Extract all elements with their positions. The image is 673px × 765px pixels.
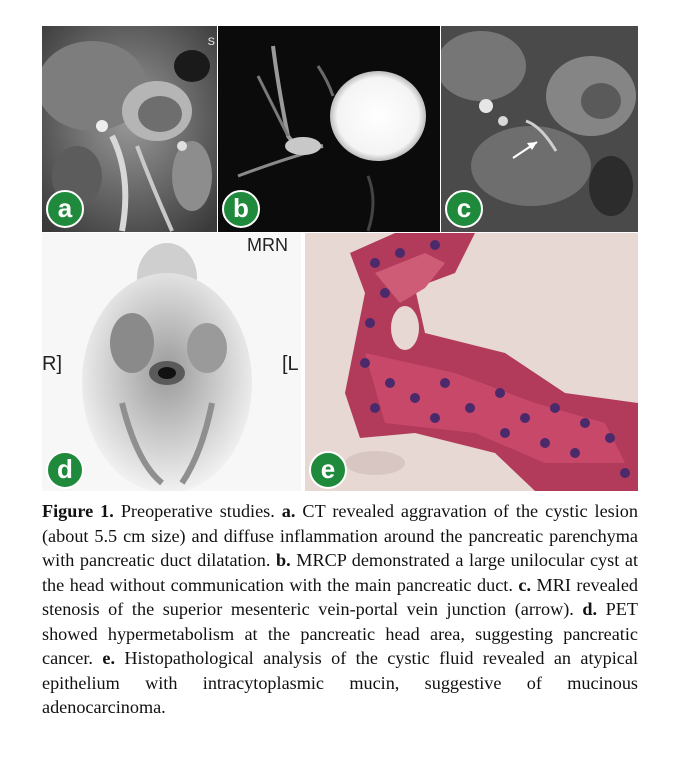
- caption-e-text: Histopathological analysis of the cystic fluid revealed an atypical epithelium with intracytoplasmic mucin, suggestive of mucinous adenocarcinoma.: [42, 648, 638, 717]
- figure-caption: [42, 499, 638, 720]
- caption-d-text: PET showed hypermetabolism at the pancreatic head area, suggesting pancreatic cancer.: [42, 599, 638, 668]
- panel-d-overlay-left: R]: [42, 353, 62, 375]
- panel-d-overlay-right: [L: [282, 353, 299, 375]
- caption-e-label: e.: [102, 648, 116, 668]
- caption-b-label: b.: [276, 550, 291, 570]
- panel-a-ct-image: [42, 26, 217, 232]
- panel-d-overlay-top: MRN: [247, 235, 288, 255]
- panel-c-label-badge: c: [445, 190, 483, 228]
- panel-c-mri-image: [441, 26, 638, 232]
- panel-b-mrcp-image: [218, 26, 440, 232]
- caption-c-label: c.: [518, 574, 532, 595]
- caption-b-text: MRCP demonstrated a large unilocular cyst at the head without communication with the main pancreatic duct.: [42, 550, 638, 595]
- caption-d-label: d.: [582, 599, 598, 619]
- caption-intro: Preoperative studies.: [113, 501, 282, 521]
- caption-a-text: CT revealed aggravation of the cystic lesion (about 5.5 cm size) and diffuse inflammation around the pancreatic parenchyma with pancreatic duct dilatation.: [42, 501, 638, 570]
- panel-b-label-badge: b: [222, 190, 260, 228]
- panel-a-label-badge: a: [46, 190, 84, 228]
- caption-c-text: MRI revealed stenosis of the superior mesenteric vein-portal vein junction (arrow).: [42, 574, 638, 619]
- panel-d-pet-image: [42, 233, 301, 491]
- caption-a-label: a.: [281, 501, 296, 521]
- panel-e-label-badge: e: [309, 451, 347, 489]
- panel-a-corner-mark: S: [207, 36, 215, 48]
- caption-title: Figure 1.: [42, 501, 114, 521]
- panel-d-label-badge: d: [46, 451, 84, 489]
- panel-e-histopathology-image: [305, 233, 638, 491]
